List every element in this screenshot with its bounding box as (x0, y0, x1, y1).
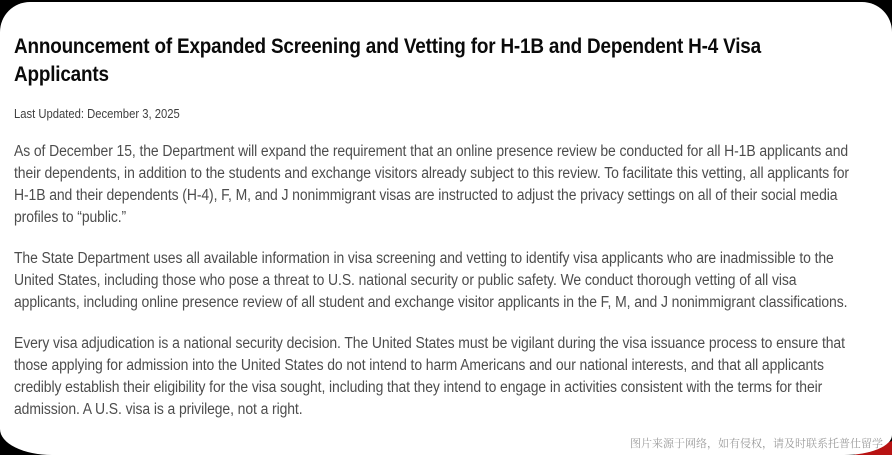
announcement-card (0, 2, 892, 455)
paragraph-national-security: Every visa adjudication is a national security decision. The United States must be vigilant during the visa issuance process to ensure that those applying for admission into the United States do not intend to harm Americans and our national interests, and that all applicants credibly establish their eligibility for the visa sought, including that they intend to engage in activities consistent with the terms for their admission. A U.S. visa is a privilege, not a right. (14, 335, 845, 418)
page-title: Announcement of Expanded Screening and Vetting for H-1B and Dependent H-4 Visa Applicants (14, 35, 761, 86)
paragraph-expanded-review: As of December 15, the Department will expand the requirement that an online presence review be conducted for all H-1B applicants and their dependents, in addition to the students and exchange visitors already subject to this review. To facilitate this vetting, all applicants for H-1B and their dependents (H-4), F, M, and J nonimmigrant visas are instructed to adjust the privacy settings on all of their social media profiles to “public.” (14, 143, 849, 226)
article-content (14, 2, 860, 421)
watermark-text: 图片来源于网络，如有侵权，请及时联系托普仕留学 (630, 438, 883, 450)
last-updated-date: Last Updated: December 3, 2025 (14, 107, 180, 121)
paragraph-screening-vetting: The State Department uses all available information in visa screening and vetting to identify visa applicants who are inadmissible to the United States, including those who pose a threat to U.S. national security or public safety. We conduct thorough vetting of all visa applicants, including online presence review of all student and exchange visitor applicants in the F, M, and J nonimmigrant classifications. (14, 250, 848, 311)
